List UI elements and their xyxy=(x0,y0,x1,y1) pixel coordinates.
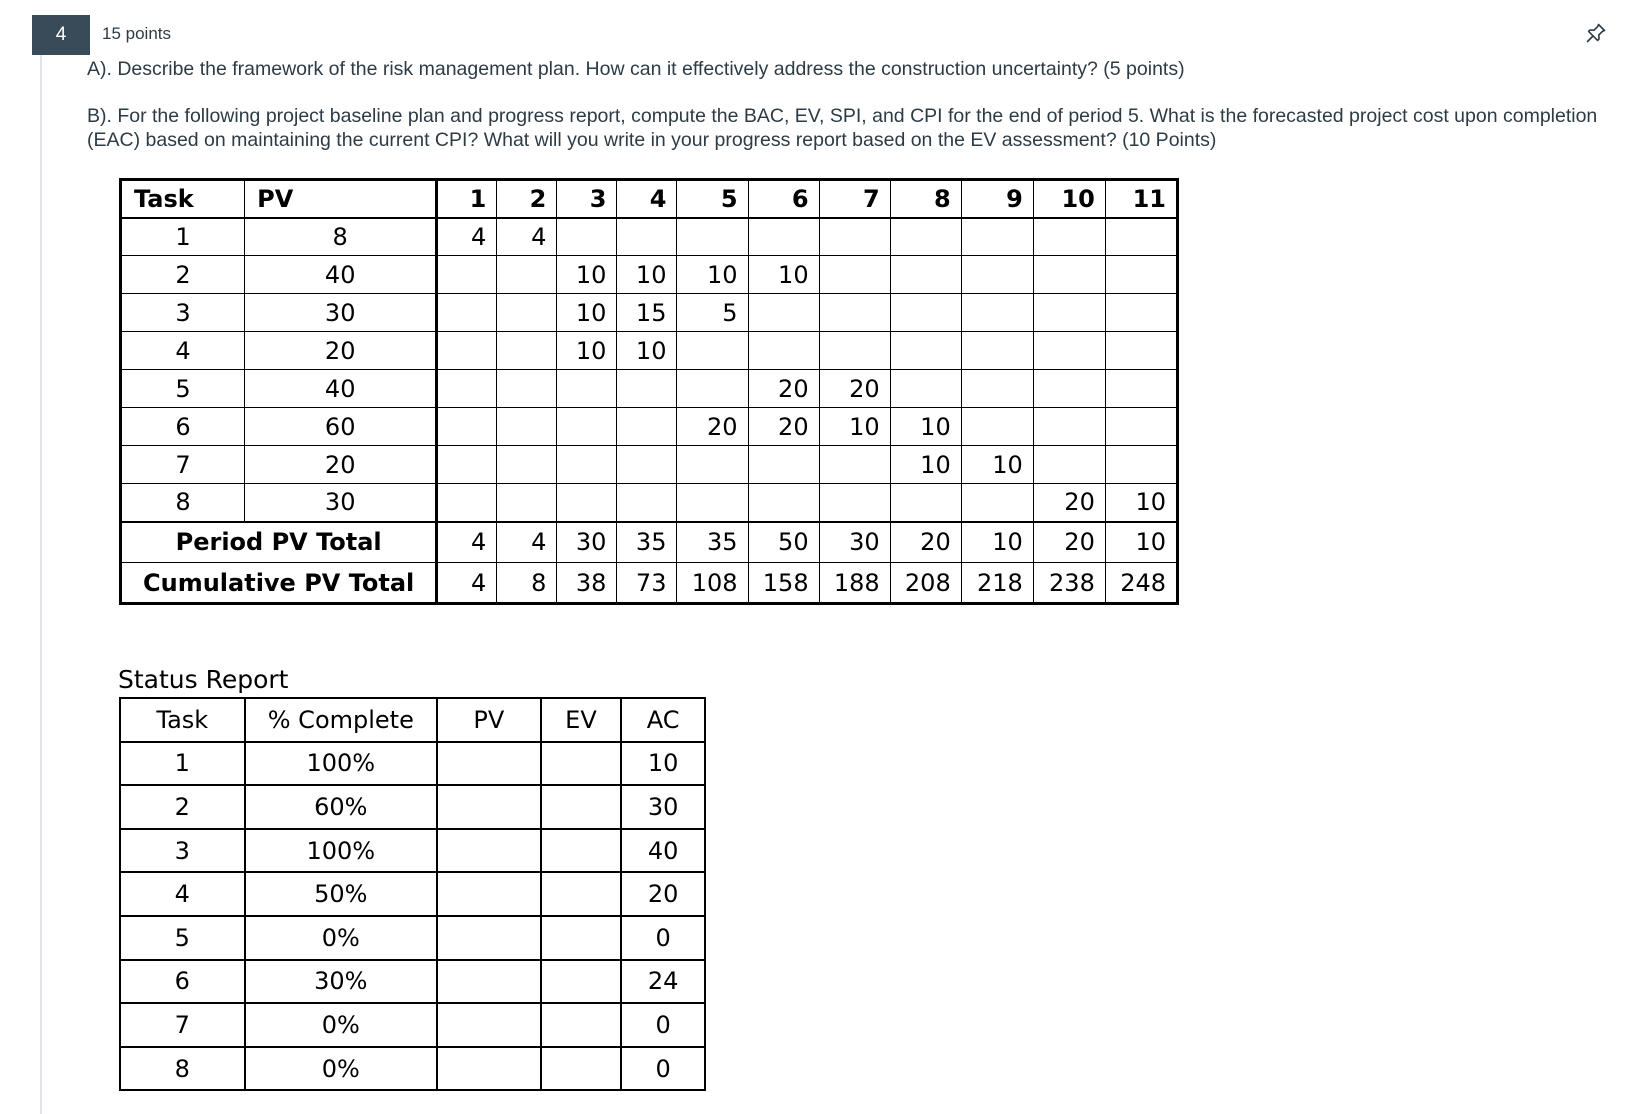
table-row xyxy=(121,484,1178,522)
table-cell xyxy=(677,370,748,408)
table-cell xyxy=(748,294,819,332)
header-cell: 5 xyxy=(677,180,748,218)
total-cell: 30 xyxy=(819,522,890,563)
status-cell: 0 xyxy=(621,1047,705,1091)
status-cell: 50% xyxy=(245,872,438,916)
header-cell: Task xyxy=(120,698,245,742)
table-cell: 15 xyxy=(617,294,677,332)
status-cell xyxy=(541,872,622,916)
table-cell xyxy=(437,332,497,370)
status-cell: 60% xyxy=(245,785,438,829)
status-cell: 30 xyxy=(621,785,705,829)
table-cell xyxy=(890,332,961,370)
table-cell xyxy=(1033,218,1105,256)
status-cell: 0 xyxy=(621,916,705,960)
total-cell: 4 xyxy=(437,522,497,563)
table-cell xyxy=(497,446,557,484)
total-cell: 20 xyxy=(1033,522,1105,563)
status-header-row xyxy=(120,698,705,742)
total-cell: 8 xyxy=(497,563,557,604)
table-cell xyxy=(1105,256,1177,294)
content-left-border xyxy=(40,55,42,1114)
table-cell xyxy=(819,294,890,332)
table-cell: 4 xyxy=(437,218,497,256)
table-cell: 20 xyxy=(245,446,437,484)
table-cell xyxy=(890,370,961,408)
table-cell: 10 xyxy=(819,408,890,446)
question-number-badge: 4 xyxy=(32,15,90,55)
header-cell: PV xyxy=(245,180,437,218)
status-cell xyxy=(541,742,622,786)
table-cell: 30 xyxy=(245,294,437,332)
total-cell: 38 xyxy=(557,563,617,604)
header-cell: 9 xyxy=(961,180,1033,218)
header-cell: 11 xyxy=(1105,180,1177,218)
table-row xyxy=(121,332,1178,370)
status-cell: 8 xyxy=(120,1047,245,1091)
table-cell xyxy=(748,446,819,484)
table-cell xyxy=(617,446,677,484)
table-cell xyxy=(961,294,1033,332)
table-header-row xyxy=(121,180,1178,218)
total-cell: 50 xyxy=(748,522,819,563)
table-row xyxy=(121,370,1178,408)
table-cell xyxy=(961,256,1033,294)
table-cell xyxy=(961,484,1033,522)
table-cell xyxy=(1033,446,1105,484)
table-cell xyxy=(1033,408,1105,446)
table-cell: 40 xyxy=(245,256,437,294)
status-cell xyxy=(437,916,541,960)
table-cell: 20 xyxy=(245,332,437,370)
table-cell: 10 xyxy=(890,446,961,484)
status-cell xyxy=(541,916,622,960)
table-row xyxy=(121,446,1178,484)
table-cell xyxy=(819,256,890,294)
table-cell xyxy=(557,484,617,522)
total-cell: 73 xyxy=(617,563,677,604)
table-cell xyxy=(677,446,748,484)
table-cell: 60 xyxy=(245,408,437,446)
status-cell: 10 xyxy=(621,742,705,786)
question-part-b: B). For the following project baseline plan and progress report, compute the BAC, EV, SPI, and CPI for the end of period 5. What is the forecasted project cost upon completion (EAC) based on maintaining the current CPI? What will you write in your progress report based on the EV assessment? (10 Points) xyxy=(87,105,1598,151)
table-cell: 10 xyxy=(961,446,1033,484)
table-cell xyxy=(890,484,961,522)
cumulative-pv-total-row xyxy=(121,563,1178,604)
table-cell xyxy=(1105,332,1177,370)
status-cell: 0 xyxy=(621,1003,705,1047)
table-cell: 20 xyxy=(748,408,819,446)
status-row xyxy=(120,742,705,786)
baseline-plan-table xyxy=(119,178,1179,605)
status-cell: 100% xyxy=(245,742,438,786)
period-pv-total-row xyxy=(121,522,1178,563)
total-cell: 218 xyxy=(961,563,1033,604)
table-cell xyxy=(437,484,497,522)
status-cell xyxy=(437,742,541,786)
table-cell: 1 xyxy=(121,218,245,256)
total-cell: 208 xyxy=(890,563,961,604)
table-cell xyxy=(557,370,617,408)
table-cell xyxy=(1033,370,1105,408)
header-cell: 8 xyxy=(890,180,961,218)
table-cell xyxy=(497,370,557,408)
table-cell: 7 xyxy=(121,446,245,484)
header-cell: 1 xyxy=(437,180,497,218)
total-cell: 20 xyxy=(890,522,961,563)
table-cell: 10 xyxy=(617,256,677,294)
status-cell xyxy=(541,1003,622,1047)
table-cell: 4 xyxy=(121,332,245,370)
table-cell xyxy=(1033,256,1105,294)
table-cell xyxy=(1105,294,1177,332)
table-cell: 10 xyxy=(557,294,617,332)
header-cell: Task xyxy=(121,180,245,218)
table-cell: 10 xyxy=(557,332,617,370)
table-cell: 40 xyxy=(245,370,437,408)
total-cell: 238 xyxy=(1033,563,1105,604)
table-cell xyxy=(617,408,677,446)
table-cell xyxy=(961,218,1033,256)
table-cell xyxy=(557,446,617,484)
status-row xyxy=(120,785,705,829)
table-cell: 6 xyxy=(121,408,245,446)
table-cell xyxy=(617,218,677,256)
table-cell: 10 xyxy=(890,408,961,446)
table-cell xyxy=(557,408,617,446)
total-cell: 4 xyxy=(437,563,497,604)
table-cell xyxy=(890,256,961,294)
table-cell: 20 xyxy=(819,370,890,408)
table-row xyxy=(121,218,1178,256)
table-row xyxy=(121,294,1178,332)
status-cell xyxy=(541,829,622,873)
header-cell: 7 xyxy=(819,180,890,218)
status-row xyxy=(120,829,705,873)
table-cell xyxy=(961,408,1033,446)
status-report-table xyxy=(119,697,706,1091)
table-row xyxy=(121,408,1178,446)
status-cell: 0% xyxy=(245,1047,438,1091)
table-cell: 10 xyxy=(1105,484,1177,522)
header-cell: PV xyxy=(437,698,541,742)
status-cell: 5 xyxy=(120,916,245,960)
table-cell xyxy=(437,294,497,332)
status-cell: 40 xyxy=(621,829,705,873)
table-cell: 4 xyxy=(497,218,557,256)
status-cell xyxy=(541,960,622,1004)
table-cell xyxy=(1105,408,1177,446)
table-cell xyxy=(497,256,557,294)
table-cell xyxy=(617,484,677,522)
status-cell: 4 xyxy=(120,872,245,916)
status-cell: 3 xyxy=(120,829,245,873)
table-cell xyxy=(677,332,748,370)
status-row xyxy=(120,960,705,1004)
status-cell: 1 xyxy=(120,742,245,786)
table-cell xyxy=(819,218,890,256)
status-cell: 100% xyxy=(245,829,438,873)
table-cell xyxy=(1105,370,1177,408)
status-cell xyxy=(437,1047,541,1091)
table-cell xyxy=(437,370,497,408)
status-row xyxy=(120,872,705,916)
table-cell xyxy=(677,218,748,256)
table-cell: 10 xyxy=(677,256,748,294)
status-cell xyxy=(437,960,541,1004)
table-cell xyxy=(961,332,1033,370)
table-cell xyxy=(497,294,557,332)
status-cell xyxy=(437,785,541,829)
table-cell: 20 xyxy=(1033,484,1105,522)
status-row xyxy=(120,1047,705,1091)
table-cell xyxy=(1105,446,1177,484)
total-cell: 30 xyxy=(557,522,617,563)
status-cell: 24 xyxy=(621,960,705,1004)
status-cell: 6 xyxy=(120,960,245,1004)
header-cell: 3 xyxy=(557,180,617,218)
total-cell: 108 xyxy=(677,563,748,604)
total-cell: 188 xyxy=(819,563,890,604)
status-cell xyxy=(437,1003,541,1047)
table-cell xyxy=(819,446,890,484)
status-cell xyxy=(541,1047,622,1091)
table-cell: 5 xyxy=(677,294,748,332)
table-cell xyxy=(748,484,819,522)
header-cell: EV xyxy=(541,698,622,742)
table-cell xyxy=(1105,218,1177,256)
table-cell: 2 xyxy=(121,256,245,294)
status-cell: 30% xyxy=(245,960,438,1004)
table-cell: 30 xyxy=(245,484,437,522)
table-cell xyxy=(677,484,748,522)
total-cell: 158 xyxy=(748,563,819,604)
table-cell: 8 xyxy=(121,484,245,522)
question-points: 15 points xyxy=(102,24,171,43)
row-label: Period PV Total xyxy=(121,522,437,563)
question-part-a: A). Describe the framework of the risk management plan. How can it effectively address the construction uncertainty? (5 points) xyxy=(87,58,1185,80)
status-cell: 7 xyxy=(120,1003,245,1047)
table-cell: 20 xyxy=(677,408,748,446)
status-cell: 2 xyxy=(120,785,245,829)
table-row xyxy=(121,256,1178,294)
table-cell xyxy=(748,332,819,370)
status-cell: 0% xyxy=(245,1003,438,1047)
table-cell xyxy=(961,370,1033,408)
table-cell: 3 xyxy=(121,294,245,332)
row-label: Cumulative PV Total xyxy=(121,563,437,604)
header-cell: 10 xyxy=(1033,180,1105,218)
table-cell xyxy=(497,332,557,370)
status-cell xyxy=(541,785,622,829)
table-cell xyxy=(890,218,961,256)
status-row xyxy=(120,916,705,960)
table-cell xyxy=(1033,294,1105,332)
table-cell: 8 xyxy=(245,218,437,256)
table-cell: 10 xyxy=(748,256,819,294)
table-cell xyxy=(819,484,890,522)
status-cell: 0% xyxy=(245,916,438,960)
table-cell xyxy=(1033,332,1105,370)
table-cell: 10 xyxy=(617,332,677,370)
table-cell xyxy=(890,294,961,332)
total-cell: 10 xyxy=(961,522,1033,563)
status-cell xyxy=(437,872,541,916)
table-cell xyxy=(497,408,557,446)
total-cell: 35 xyxy=(617,522,677,563)
header-cell: 4 xyxy=(617,180,677,218)
table-cell xyxy=(497,484,557,522)
header-cell: 2 xyxy=(497,180,557,218)
table-cell xyxy=(557,218,617,256)
total-cell: 4 xyxy=(497,522,557,563)
table-cell xyxy=(437,408,497,446)
header-cell: % Complete xyxy=(245,698,438,742)
status-row xyxy=(120,1003,705,1047)
table-cell xyxy=(748,218,819,256)
total-cell: 10 xyxy=(1105,522,1177,563)
table-cell: 20 xyxy=(748,370,819,408)
header-cell: 6 xyxy=(748,180,819,218)
status-cell xyxy=(437,829,541,873)
table-cell xyxy=(617,370,677,408)
table-cell: 10 xyxy=(557,256,617,294)
total-cell: 35 xyxy=(677,522,748,563)
table-cell: 5 xyxy=(121,370,245,408)
total-cell: 248 xyxy=(1105,563,1177,604)
pin-icon[interactable] xyxy=(1584,21,1608,45)
table-cell xyxy=(819,332,890,370)
status-report-title: Status Report xyxy=(118,665,289,694)
table-cell xyxy=(437,446,497,484)
table-cell xyxy=(437,256,497,294)
header-cell: AC xyxy=(621,698,705,742)
status-cell: 20 xyxy=(621,872,705,916)
